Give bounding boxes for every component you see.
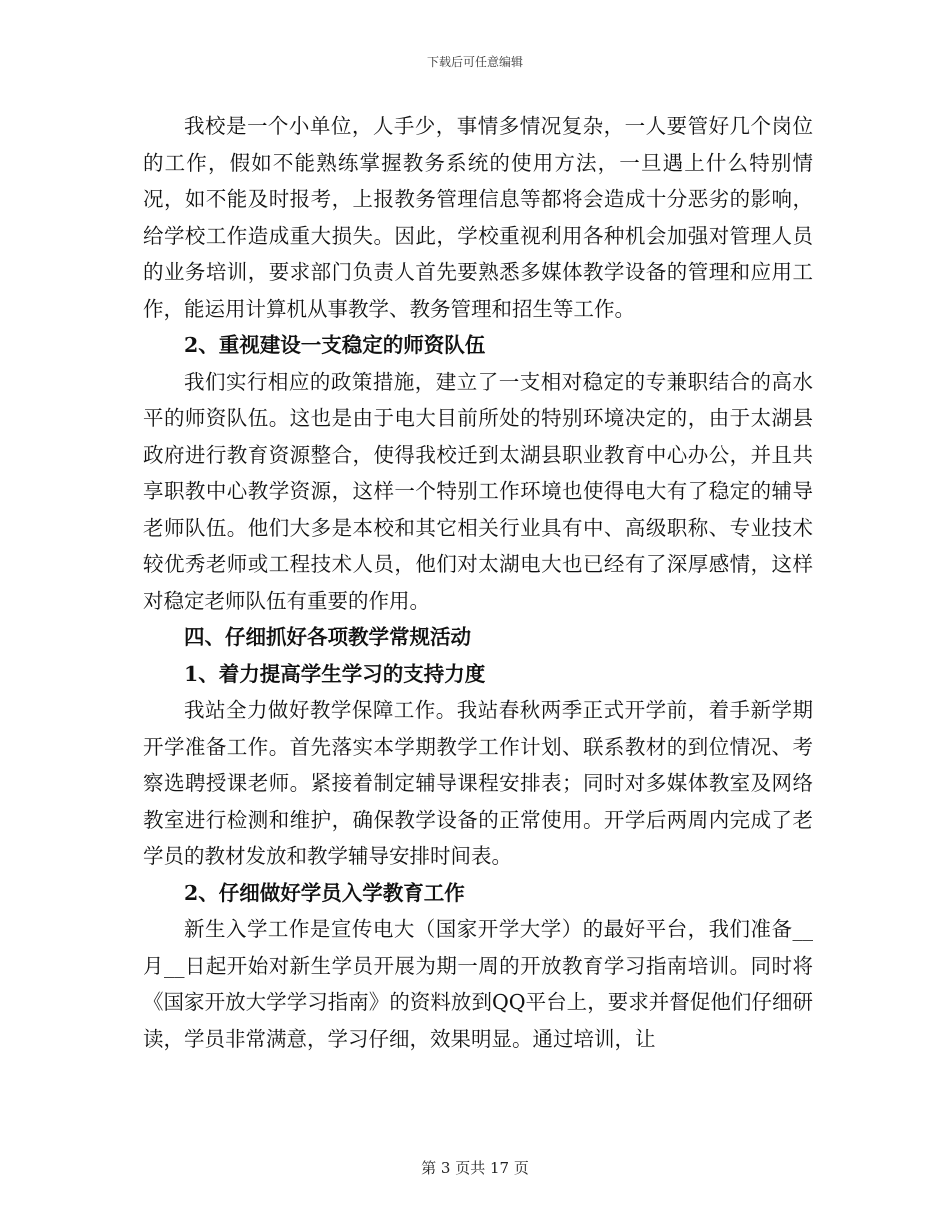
paragraph: 我们实行相应的政策措施，建立了一支相对稳定的专兼职结合的高水平的师资队伍。这也是由于电大目前所处的特别环境决定的，由于太湖县政府进行教育资源整合，使得我校迁到太湖县职业教育中心办公，并且共享职教中心教学资源，这样一个特别工作环境也使得电大有了稳定的辅导老师队伍。他们大多是本校和其它相关行业具有中、高级职称、专业技术较优秀老师或工程技术人员，他们对太湖电大也已经有了深厚感情，这样对稳定老师队伍有重要的作用。	[143, 369, 813, 613]
document-body	[143, 108, 813, 1057]
page-footer: 第 3 页共 17 页	[421, 1159, 529, 1177]
section-heading: 2、重视建设一支稳定的师资队伍	[184, 333, 486, 357]
section-heading: 四、仔细抓好各项教学常规活动	[184, 625, 471, 649]
paragraph: 新生入学工作是宣传电大（国家开学大学）的最好平台，我们准备__月__日起开始对新生学员开展为期一周的开放教育学习指南培训。同时将《国家开放大学学习指南》的资料放到QQ平台上，要求并督促他们仔细研读，学员非常满意，学习仔细，效果明显。通过培训，让	[143, 917, 813, 1051]
section-heading: 1、着力提高学生学习的支持力度	[184, 661, 486, 686]
section-heading: 2、仔细做好学员入学教育工作	[184, 880, 465, 905]
paragraph: 我站全力做好教学保障工作。我站春秋两季正式开学前，着手新学期开学准备工作。首先落实本学期教学工作计划、联系教材的到位情况、考察选聘授课老师。紧接着制定辅导课程安排表；同时对多媒体教室及网络教室进行检测和维护，确保教学设备的正常使用。开学后两周内完成了老学员的教材发放和教学辅导安排时间表。	[143, 698, 813, 868]
page-header: 下载后可任意编辑	[426, 55, 523, 69]
paragraph: 我校是一个小单位，人手少，事情多情况复杂，一人要管好几个岗位的工作，假如不能熟练掌握教务系统的使用方法，一旦遇上什么特别情况，如不能及时报考，上报教务管理信息等都将会造成十分恶劣的影响，给学校工作造成重大损失。因此，学校重视利用各种机会加强对管理人员的业务培训，要求部门负责人首先要熟悉多媒体教学设备的管理和应用工作，能运用计算机从事教学、教务管理和招生等工作。	[143, 114, 813, 321]
